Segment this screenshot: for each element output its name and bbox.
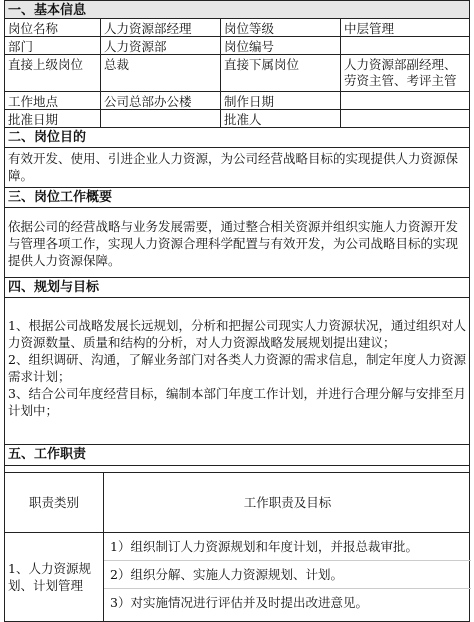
duties-row	[4, 532, 470, 622]
label-direct-subordinates: 直接下属岗位	[221, 55, 341, 91]
section-planning-body	[4, 297, 470, 445]
value-position-code	[341, 37, 471, 54]
duties-col-category-header: 职责类别	[5, 473, 104, 532]
duty-item: 1）组织制订人力资源规划和年度计划，并报总裁审批。	[104, 533, 471, 561]
value-department: 人力资源部	[101, 37, 221, 54]
label-position-level: 岗位等级	[221, 19, 341, 36]
section-basic-info-title: 一、基本信息	[4, 0, 470, 19]
value-work-location: 公司总部办公楼	[101, 92, 221, 109]
label-creation-date: 制作日期	[221, 92, 341, 109]
value-approver	[341, 110, 471, 127]
value-direct-subordinates: 人力资源部副经理、劳资主管、考评主管	[344, 57, 457, 88]
section-summary-title: 三、岗位工作概要	[4, 187, 470, 208]
planning-item: 1、根据公司战略发展长远规划，分析和把握公司现实人力资源状况，通过组织对人力资源数量、质量和结构的分析，对人力资源战略发展规划提出建议；	[8, 318, 466, 350]
section-planning-title: 四、规划与目标	[4, 277, 470, 298]
label-direct-superior: 直接上级岗位	[5, 55, 101, 91]
label-approval-date: 批准日期	[5, 110, 101, 127]
section-summary-text: 依据公司的经营战略与业务发展需要，通过整合相关资源并组织实施人力资源开发与管理各项工作，实现人力资源合理科学配置与有效开发，为公司战略目标的实现提供人力资源保障。	[4, 207, 470, 278]
value-direct-superior: 总裁	[101, 55, 221, 91]
duty-item: 2）组织分解、实施人力资源规划、计划。	[104, 561, 471, 589]
label-work-location: 工作地点	[5, 92, 101, 109]
duties-col-goal-header: 工作职责及目标	[243, 495, 332, 510]
info-row	[4, 36, 470, 55]
info-row	[4, 91, 470, 110]
planning-item: 2、组织调研、沟通，了解业务部门对各类人力资源的需求信息，制定年度人力资源需求计划；	[8, 352, 466, 384]
duties-list	[104, 533, 471, 621]
value-approval-date	[101, 110, 221, 127]
info-row	[4, 18, 470, 37]
info-row	[4, 54, 470, 92]
label-position-name: 岗位名称	[5, 19, 101, 36]
section-purpose-title: 二、岗位目的	[4, 127, 470, 148]
value-position-name: 人力资源部经理	[101, 19, 221, 36]
label-approver: 批准人	[221, 110, 341, 127]
label-position-code: 岗位编号	[221, 37, 341, 54]
section-purpose-text: 有效开发、使用、引进企业人力资源，为公司经营战略目标的实现提供人力资源保障。	[4, 147, 470, 188]
value-position-level: 中层管理	[344, 21, 395, 36]
value-creation-date	[341, 92, 471, 109]
duty-item: 3）对实施情况进行评估并及时提出改进意见。	[110, 595, 368, 610]
label-department: 部门	[5, 37, 101, 54]
planning-item: 3、结合公司年度经营目标，编制本部门年度工作计划，并进行合理分解与安排至月计划中；	[8, 386, 466, 418]
job-description-document	[4, 0, 472, 620]
info-row	[4, 109, 470, 128]
duties-header-row	[4, 472, 470, 533]
section-duties-title: 五、工作职责	[4, 444, 470, 466]
duties-category: 1、人力资源规划、计划管理	[5, 533, 104, 621]
